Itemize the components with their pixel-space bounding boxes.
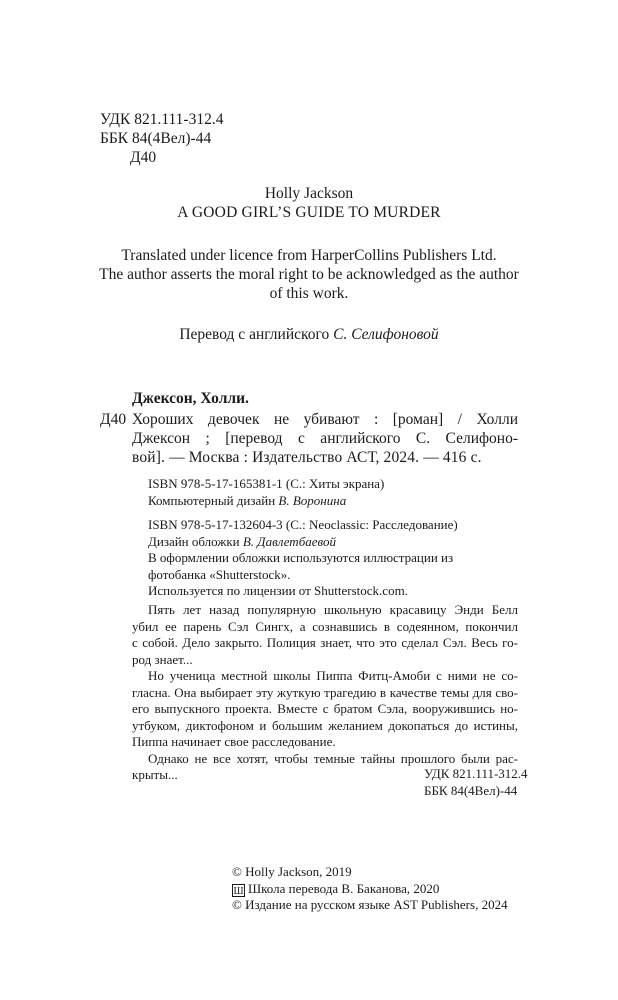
- footer-udk: УДК 821.111-312.4: [424, 766, 528, 781]
- record-description: [132, 410, 518, 467]
- footer-bbk: ББК 84(4Вел)-44: [424, 782, 518, 798]
- annotation-p3-l2: крыты...: [132, 767, 178, 782]
- annotation-p2-l2: гласна. Она выбирает эту жуткую трагедию в качестве темы для сво-: [132, 684, 518, 700]
- annotation-p1-l4: род знает...: [132, 651, 193, 667]
- classification-block: [100, 110, 223, 167]
- cover-name: В. Давлетбаевой: [242, 533, 336, 549]
- copyright-line-1: © Holly Jackson, 2019: [232, 864, 352, 879]
- licence-line-1: Translated under licence from HarperCollins Publishers Ltd.: [121, 247, 497, 264]
- original-author: Holly Jackson: [264, 185, 354, 202]
- translator-prefix: Перевод с английского: [179, 326, 330, 343]
- copyright-block: [232, 864, 508, 914]
- author-mark: Д40: [130, 149, 157, 166]
- annotation-p1-l3: с собой. Дело закрыто. Полиция знает, что это сделал Сэл. Весь го-: [132, 635, 518, 650]
- isbn-2: ISBN 978-5-17-132604-3 (С.: Neoclassic: Расследование): [148, 517, 458, 532]
- computer-design: [148, 493, 384, 510]
- shutterstock-license: Используется по лицензии от Shutterstock.com.: [148, 583, 408, 598]
- copyright-line-2: [232, 881, 508, 898]
- licence-line-2: The author asserts the moral right to be acknowledged as the author: [99, 266, 519, 283]
- annotation-p2-l1: Но ученица местной школы Пиппа Фитц-Амоби с ними не со-: [148, 668, 518, 683]
- udk-code: УДК 821.111-312.4: [100, 111, 224, 128]
- record-line-3: вой]. — Москва : Издательство АСТ, 2024. — 416 с.: [132, 449, 482, 466]
- record-line-1: Хороших девочек не убивают : [роман] / Холли: [132, 411, 518, 428]
- record-mark: Д40: [100, 411, 127, 428]
- footer-codes: [424, 766, 528, 799]
- annotation-p2-l5: Пиппа начинает свое расследование.: [132, 734, 336, 749]
- illustrations-line-1: В оформлении обложки используются иллюстрации из: [148, 550, 454, 565]
- record-line-2: Джексон ; [перевод с английского С. Селифоно-: [132, 430, 518, 447]
- translation-school-icon: Ш: [233, 885, 244, 897]
- annotation-p2-l4: утбуком, диктофоном и большим желанием докопаться до истины,: [132, 717, 518, 733]
- bbk-code: ББК 84(4Вел)-44: [100, 130, 212, 147]
- design-name: В. Воронина: [278, 492, 347, 508]
- record-heading: Джексон, Холли.: [132, 390, 249, 407]
- annotation-p1-l1: Пять лет назад популярную школьную красавицу Энди Белл: [148, 602, 518, 617]
- copyright-line-2-text: Школа перевода В. Баканова, 2020: [248, 880, 440, 896]
- translator-name: С. Селифоновой: [333, 326, 439, 343]
- isbn-block-1: [148, 476, 384, 509]
- annotation-p3-l1: Однако не все хотят, чтобы темные тайны прошлого были рас-: [148, 750, 518, 766]
- design-prefix: Компьютерный дизайн: [148, 492, 276, 508]
- translator-line: [0, 325, 618, 344]
- illustrations-line-2: фотобанка «Shutterstock».: [148, 566, 291, 582]
- cover-design: [148, 534, 458, 551]
- isbn-1: ISBN 978-5-17-165381-1 (С.: Хиты экрана): [148, 476, 385, 491]
- licence-line-3: of this work.: [269, 285, 349, 302]
- licence-block: [0, 246, 618, 303]
- isbn-block-2: [148, 517, 458, 600]
- original-title-block: [0, 184, 618, 222]
- original-title: A GOOD GIRL’S GUIDE TO MURDER: [177, 204, 441, 221]
- copyright-line-3: © Издание на русском языке AST Publishers, 2024: [232, 897, 508, 912]
- annotation-p2-l3: его выпускного проекта. Вместе с братом Сэла, вооружившись но-: [132, 701, 518, 716]
- annotation-block: [132, 602, 518, 784]
- annotation-p1-l2: убил ее парень Сэл Сингх, а сознавшись в содеянном, покончил: [132, 618, 518, 634]
- cover-prefix: Дизайн обложки: [148, 533, 240, 549]
